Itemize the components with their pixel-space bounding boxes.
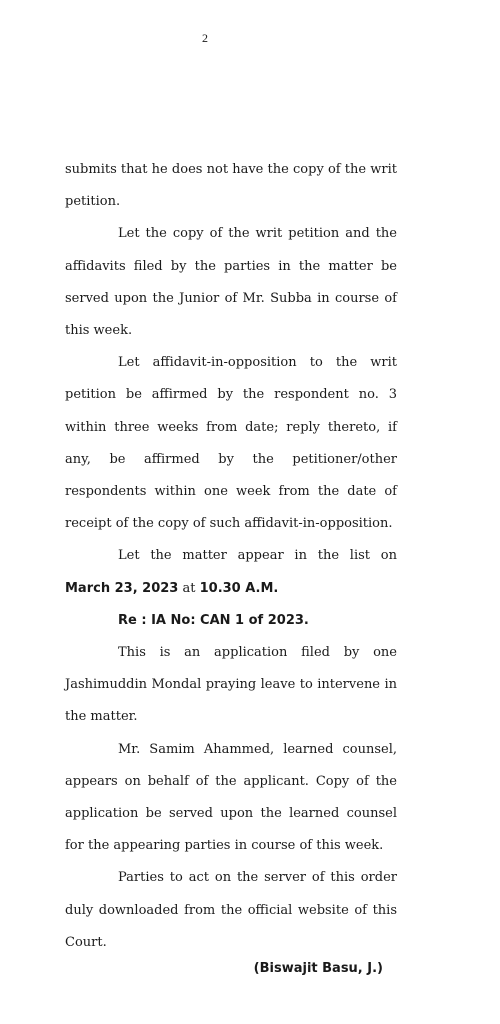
paragraph-affidavit-directions: Let affidavit-in-opposition to the writ petition be affirmed by the respondent no. 3 within three weeks from date; reply thereto, if any, be affirmed by the petitioner/other respondents within one week from the date of receipt of the copy of such affidavit-in-opposition. bbox=[65, 355, 397, 532]
paragraph-copy-service: Let the copy of the writ petition and the affidavits filed by the parties in the matter be served upon the Junior of Mr. Subba in course of this week. bbox=[65, 226, 397, 339]
paragraph-intervention-application: This is an application filed by one Jashimuddin Mondal praying leave to intervene in the matter. bbox=[65, 645, 397, 725]
judge-signature: (Biswajit Basu, J.) bbox=[253, 961, 383, 976]
listing-date: March 23, 2023 bbox=[65, 580, 179, 596]
paragraph-submission: submits that he does not have the copy of the writ petition. bbox=[65, 162, 397, 210]
paragraph-listing-date bbox=[65, 573, 397, 605]
listing-at: at bbox=[182, 580, 196, 596]
order-body bbox=[65, 154, 397, 959]
paragraph-server-order: Parties to act on the server of this order duly downloaded from the official website of this Court. bbox=[65, 870, 397, 950]
paragraph-listing-lead: Let the matter appear in the list on bbox=[118, 548, 397, 564]
page-number: 2 bbox=[202, 31, 208, 45]
application-heading: Re : IA No: CAN 1 of 2023. bbox=[118, 612, 309, 628]
listing-time: 10.30 A.M. bbox=[199, 580, 279, 596]
paragraph-counsel-appearance: Mr. Samim Ahammed, learned counsel, appears on behalf of the applicant. Copy of the application be served upon the learned counsel for the appearing parties in course of this week. bbox=[65, 741, 397, 854]
